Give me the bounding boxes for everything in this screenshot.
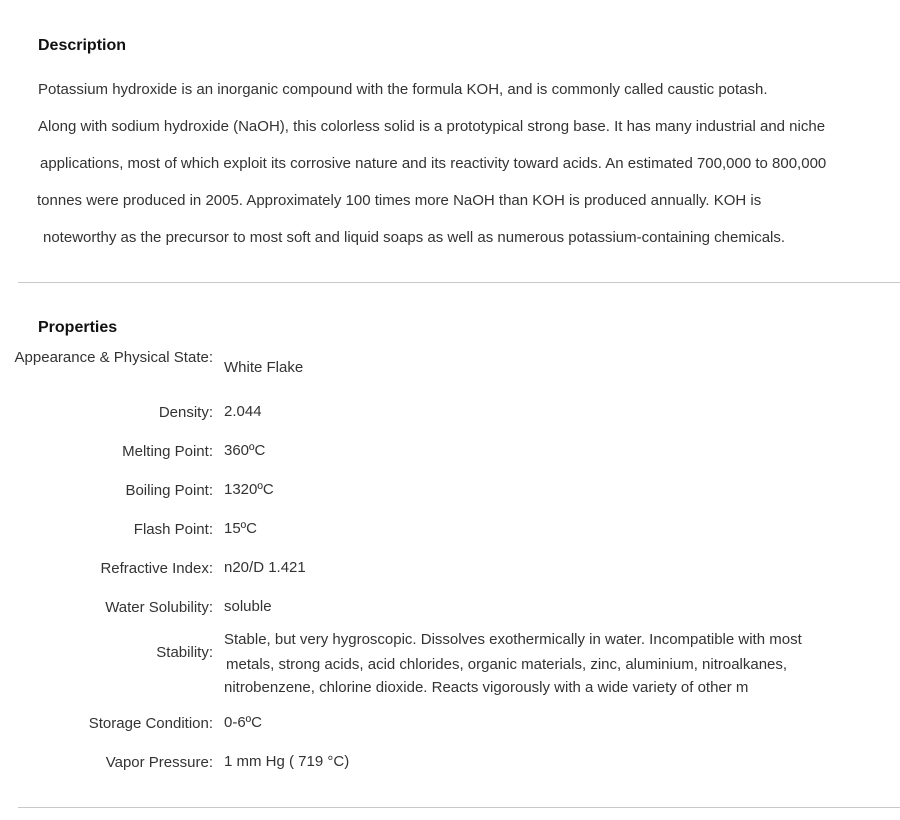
description-line: Along with sodium hydroxide (NaOH), this colorless solid is a prototypical strong base. It has many industrial and niche bbox=[38, 118, 826, 135]
property-value-density: 2.044 bbox=[224, 403, 262, 420]
section-divider bbox=[18, 807, 900, 808]
description-line: noteworthy as the precursor to most soft and liquid soaps as well as numerous potassium-containing chemicals. bbox=[43, 229, 786, 246]
property-value-refractive-index: n20/D 1.421 bbox=[224, 559, 306, 576]
section-divider bbox=[18, 282, 900, 283]
property-value-vapor-pressure: 1 mm Hg ( 719 °C) bbox=[224, 753, 350, 770]
property-label-melting-point: Melting Point: bbox=[122, 443, 213, 460]
description-line: applications, most of which exploit its corrosive nature and its reactivity toward acids. An estimated 700,000 to 800,000 bbox=[40, 155, 827, 172]
property-value-water-solubility: soluble bbox=[224, 598, 272, 615]
property-value-stability-line: metals, strong acids, acid chlorides, organic materials, zinc, aluminium, nitroalkanes, bbox=[226, 656, 788, 673]
property-label-water-solubility: Water Solubility: bbox=[105, 599, 213, 616]
property-value-boiling-point: 1320ºC bbox=[224, 481, 274, 498]
property-label-flash-point: Flash Point: bbox=[133, 521, 213, 538]
property-label-boiling-point: Boiling Point: bbox=[125, 482, 213, 499]
property-label-vapor-pressure: Vapor Pressure: bbox=[105, 754, 213, 771]
property-value-stability-line: Stable, but very hygroscopic. Dissolves exothermically in water. Incompatible with most bbox=[224, 631, 802, 648]
property-value-melting-point: 360ºC bbox=[224, 442, 266, 459]
property-label-density: Density: bbox=[158, 404, 213, 421]
property-value-appearance: White Flake bbox=[224, 359, 304, 376]
description-heading: Description bbox=[38, 37, 127, 54]
description-line: Potassium hydroxide is an inorganic compound with the formula KOH, and is commonly called caustic potash. bbox=[38, 81, 768, 98]
property-value-stability-line: nitrobenzene, chlorine dioxide. Reacts vigorously with a wide variety of other m bbox=[224, 679, 749, 696]
properties-heading: Properties bbox=[38, 319, 118, 336]
description-line: tonnes were produced in 2005. Approximately 100 times more NaOH than KOH is produced annually. KOH is bbox=[37, 192, 762, 209]
property-label-appearance: Appearance & Physical State: bbox=[14, 349, 213, 366]
property-value-storage-condition: 0-6ºC bbox=[224, 714, 262, 731]
property-label-stability: Stability: bbox=[156, 644, 213, 661]
property-label-storage-condition: Storage Condition: bbox=[88, 715, 213, 732]
property-value-flash-point: 15ºC bbox=[224, 520, 257, 537]
property-label-refractive-index: Refractive Index: bbox=[100, 560, 213, 577]
